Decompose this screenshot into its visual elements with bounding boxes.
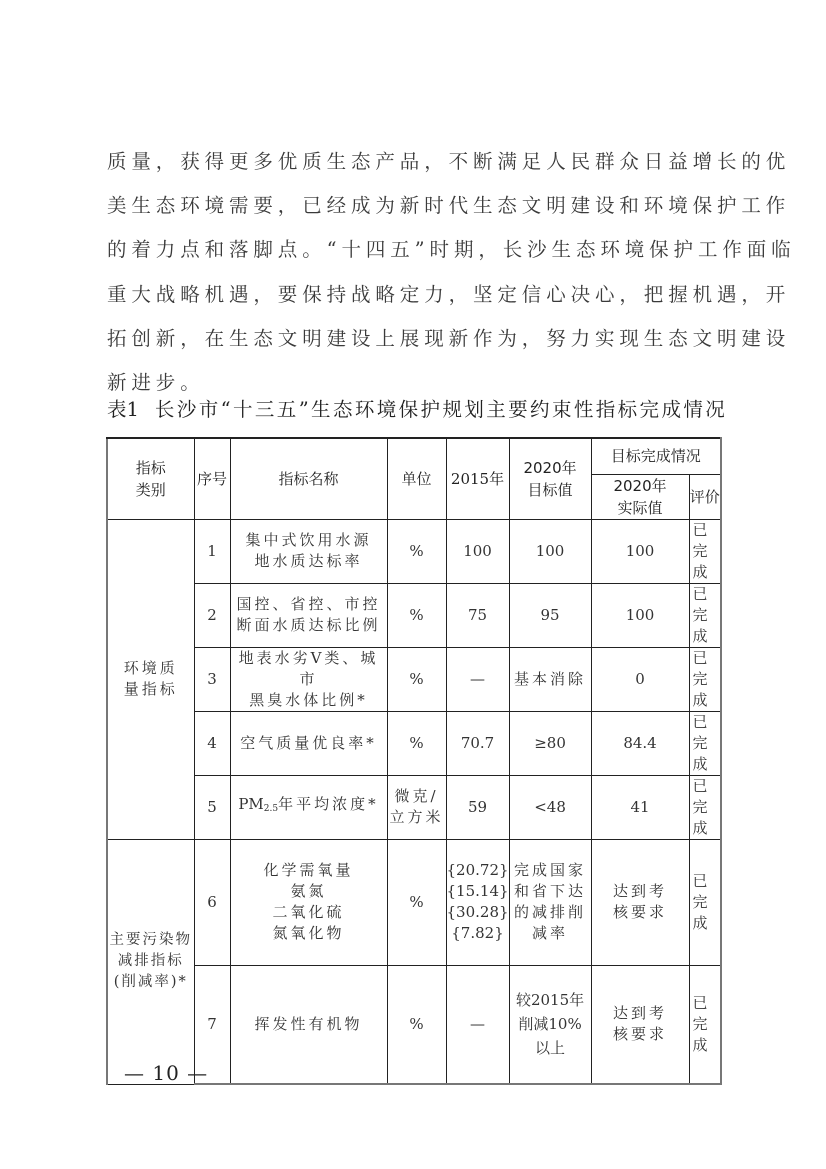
table-row: [107, 839, 721, 965]
seq-cell: 6: [194, 839, 230, 965]
header-completion: 目标完成情况: [591, 438, 721, 474]
table-row: [107, 647, 721, 711]
name-cell: [230, 775, 387, 839]
actual-2020-cell: 41: [591, 775, 689, 839]
target-2020-cell: ≥80: [509, 711, 591, 775]
target-2020-cell: 基本消除: [509, 647, 591, 711]
unit-cell: %: [387, 839, 446, 965]
evaluation-cell: 已完成: [689, 647, 721, 711]
table-row: [107, 519, 721, 583]
seq-cell: 4: [194, 711, 230, 775]
evaluation-cell: 已完成: [689, 519, 721, 583]
actual-2020-cell: 100: [591, 519, 689, 583]
seq-cell: 7: [194, 965, 230, 1084]
table-row: [107, 775, 721, 839]
unit-cell: %: [387, 965, 446, 1084]
category-cell: 主要污染物 减排指标 (削减率)*: [107, 839, 194, 1084]
pm-prefix: PM: [238, 795, 264, 813]
name-cell: 地表水劣V类、城市 黑臭水体比例*: [230, 647, 387, 711]
target-2020-cell: 较2015年 削减10% 以上: [509, 965, 591, 1084]
table-title: 长沙市“十三五”生态环境保护规划主要约束性指标完成情况: [154, 398, 728, 421]
value-2015-cell: {20.72} {15.14} {30.28} {7.82}: [446, 839, 509, 965]
seq-cell: 5: [194, 775, 230, 839]
value-2015-cell: —: [446, 647, 509, 711]
value-2015-cell: 59: [446, 775, 509, 839]
seq-cell: 3: [194, 647, 230, 711]
unit-cell: %: [387, 647, 446, 711]
target-2020-cell: 95: [509, 583, 591, 647]
actual-2020-cell: 达到考 核要求: [591, 839, 689, 965]
evaluation-cell: 已完成: [689, 583, 721, 647]
evaluation-cell: 已完成: [689, 965, 721, 1084]
pm-subscript: 2.5: [263, 804, 279, 814]
paragraph-line: 质量，获得更多优质生态产品，不断满足人民群众日益增长的优: [107, 150, 791, 173]
category-cell: 环境质 量指标: [107, 519, 194, 839]
header-2020-target: 2020年 目标值: [509, 438, 591, 519]
header-2020-actual: 2020年 实际值: [591, 474, 689, 519]
evaluation-cell: 已完成: [689, 839, 721, 965]
name-cell: 集中式饮用水源 地水质达标率: [230, 519, 387, 583]
target-2020-cell: 完成国家 和省下达 的减排削 减率: [509, 839, 591, 965]
table-row: [107, 583, 721, 647]
value-2015-cell: 100: [446, 519, 509, 583]
table-number: 表1: [107, 398, 139, 421]
actual-2020-cell: 0: [591, 647, 689, 711]
pm-suffix: 年平均浓度*: [278, 795, 379, 813]
target-2020-cell: <48: [509, 775, 591, 839]
header-evaluation: 评价: [689, 474, 721, 519]
value-2015-cell: 75: [446, 583, 509, 647]
actual-2020-cell: 达到考 核要求: [591, 965, 689, 1084]
table-caption: [107, 394, 727, 422]
name-cell: 空气质量优良率*: [230, 711, 387, 775]
value-2015-cell: —: [446, 965, 509, 1084]
table-row: [107, 711, 721, 775]
paragraph-line: 美生态环境需要，已经成为新时代生态文明建设和环境保护工作: [107, 194, 791, 218]
unit-cell: %: [387, 519, 446, 583]
name-cell: 国控、省控、市控 断面水质达标比例: [230, 583, 387, 647]
seq-cell: 1: [194, 519, 230, 583]
name-cell: 化学需氧量 氨氮 二氧化硫 氮氧化物: [230, 839, 387, 965]
evaluation-cell: 已完成: [689, 775, 721, 839]
paragraph-line: 重大战略机遇，要保持战略定力，坚定信心决心，把握机遇，开: [107, 282, 791, 306]
indicator-table: [106, 437, 722, 1085]
paragraph-line: 拓创新，在生态文明建设上展现新作为，努力实现生态文明建设: [107, 326, 791, 350]
header-2015: 2015年: [446, 438, 509, 519]
header-category: 指标 类别: [107, 438, 194, 519]
actual-2020-cell: 100: [591, 583, 689, 647]
unit-cell: %: [387, 711, 446, 775]
unit-cell: 微克/ 立方米: [387, 775, 446, 839]
page-number: — 10 —: [124, 1061, 209, 1085]
unit-cell: %: [387, 583, 446, 647]
evaluation-cell: 已完成: [689, 711, 721, 775]
value-2015-cell: 70.7: [446, 711, 509, 775]
paragraph-line: 的着力点和落脚点。“十四五”时期，长沙生态环境保护工作面临: [107, 238, 796, 262]
target-2020-cell: 100: [509, 519, 591, 583]
seq-cell: 2: [194, 583, 230, 647]
header-unit: 单位: [387, 438, 446, 519]
header-seq: 序号: [194, 438, 230, 519]
header-name: 指标名称: [230, 438, 387, 519]
actual-2020-cell: 84.4: [591, 711, 689, 775]
paragraph-line: 新进步。: [107, 371, 205, 395]
name-cell: 挥发性有机物: [230, 965, 387, 1084]
body-paragraph: [107, 140, 796, 405]
